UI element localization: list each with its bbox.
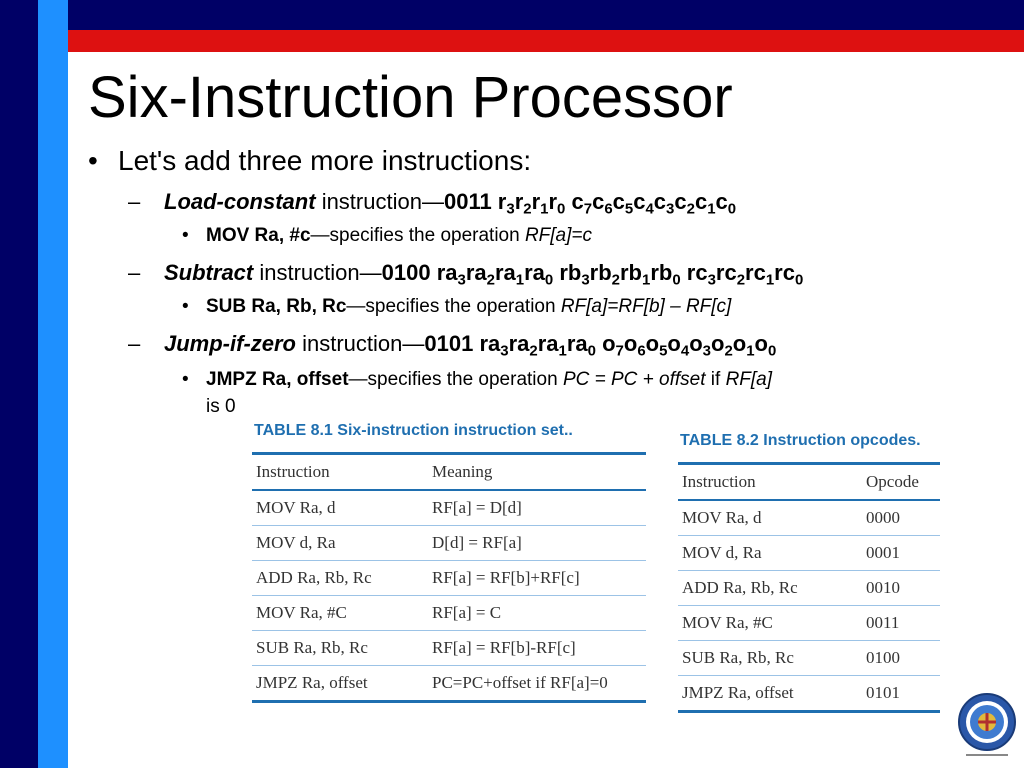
table-cell: 0011: [862, 606, 940, 641]
table-cell: D[d] = RF[a]: [428, 526, 646, 561]
instruction-name: Subtract: [164, 260, 254, 285]
university-seal-icon: [954, 692, 1020, 758]
table-cell: RF[a] = RF[b]+RF[c]: [428, 561, 646, 596]
table-cell: MOV Ra, d: [678, 500, 862, 536]
sub-bullet-marker: •: [182, 225, 189, 246]
instruction-encoding: 0011 $r_3r_2r_1r_0$ $c_7c_6c_5c_4c_3c_2c_1c_0$: [443, 189, 737, 218]
em-dash: —: [359, 260, 382, 285]
table-row: [678, 571, 940, 606]
table-row: [678, 500, 940, 536]
column-header: Instruction: [252, 454, 428, 491]
dash-marker: –: [128, 189, 141, 214]
table-cell: 0010: [862, 571, 940, 606]
top-navy-bar: [68, 0, 1024, 30]
table-cell: ADD Ra, Rb, Rc: [678, 571, 862, 606]
table1-caption: TABLE 8.1 Six-instruction instruction set..: [254, 422, 573, 439]
left-navy-bar: [0, 0, 38, 768]
table-cell: 0000: [862, 500, 940, 536]
table-cell: MOV Ra, #C: [678, 606, 862, 641]
detail-if: if: [705, 369, 726, 390]
table-row: [252, 596, 646, 631]
table-cell: RF[a] = D[d]: [428, 490, 646, 526]
detail-text: —specifies the operation: [348, 369, 563, 390]
table-cell: JMPZ Ra, offset: [252, 666, 428, 702]
dash-marker: –: [128, 260, 141, 285]
sub-bullet-marker: •: [182, 369, 189, 390]
detail-condition: RF[a]: [725, 369, 773, 390]
table-row: [678, 641, 940, 676]
sub-bullet-marker: •: [182, 296, 189, 317]
detail-operation: RF[a]=RF[b] – RF[c]: [560, 296, 732, 317]
instruction-encoding: 0101 $ra_3ra_2ra_1ra_0$ $o_7o_6o_5o_4o_3o_2o_1o_0$: [424, 331, 777, 360]
instruction-name: Jump-if-zero: [164, 331, 296, 356]
jmpz-detail: [182, 367, 772, 393]
detail-operation: RF[a]=c: [524, 225, 593, 246]
detail-command: MOV Ra, #c: [206, 225, 311, 246]
em-dash: —: [421, 189, 444, 214]
table-cell: 0101: [862, 676, 940, 712]
detail-command: JMPZ Ra, offset: [206, 369, 349, 390]
detail-command: SUB Ra, Rb, Rc: [206, 296, 347, 317]
table-row: [252, 666, 646, 702]
table-row: [678, 536, 940, 571]
column-header: Instruction: [678, 464, 862, 501]
detail-text: —specifies the operation: [346, 296, 561, 317]
sub-detail: [182, 294, 731, 320]
table-header-row: [678, 464, 940, 501]
table-header-row: [252, 454, 646, 491]
table-cell: SUB Ra, Rb, Rc: [678, 641, 862, 676]
table-cell: PC=PC+offset if RF[a]=0: [428, 666, 646, 702]
table-cell: RF[a] = RF[b]-RF[c]: [428, 631, 646, 666]
table-cell: MOV Ra, d: [252, 490, 428, 526]
column-header: Opcode: [862, 464, 940, 501]
table2-caption: TABLE 8.2 Instruction opcodes.: [680, 432, 921, 449]
table-row: [252, 561, 646, 596]
dash-marker: –: [128, 331, 141, 356]
table-cell: ADD Ra, Rb, Rc: [252, 561, 428, 596]
instruction-word: instruction: [321, 189, 422, 214]
table-cell: SUB Ra, Rb, Rc: [252, 631, 428, 666]
table-cell: MOV d, Ra: [252, 526, 428, 561]
top-red-bar: [68, 30, 1024, 52]
table-row: [252, 490, 646, 526]
table-row: [252, 631, 646, 666]
opcode-table: [678, 462, 940, 713]
table-cell: RF[a] = C: [428, 596, 646, 631]
instruction-word: instruction: [259, 260, 360, 285]
main-bullet-text: Let's add three more instructions:: [118, 145, 532, 176]
mov-constant-detail: [182, 223, 592, 249]
instruction-set-table: [252, 452, 646, 703]
column-header: Meaning: [428, 454, 646, 491]
instruction-word: instruction: [302, 331, 403, 356]
table-row: [678, 606, 940, 641]
table-row: [678, 676, 940, 712]
em-dash: —: [402, 331, 425, 356]
left-blue-bar: [38, 0, 68, 768]
main-bullet: [88, 142, 531, 180]
table-cell: MOV Ra, #C: [252, 596, 428, 631]
load-constant-line: [128, 187, 736, 217]
table-cell: 0100: [862, 641, 940, 676]
instruction-name: Load-constant: [164, 189, 316, 214]
table-cell: 0001: [862, 536, 940, 571]
table-cell: JMPZ Ra, offset: [678, 676, 862, 712]
bullet-marker: •: [88, 145, 98, 176]
subtract-line: [128, 258, 803, 288]
table-cell: MOV d, Ra: [678, 536, 862, 571]
jump-if-zero-line: [128, 329, 776, 359]
detail-operation: PC = PC + offset: [562, 369, 706, 390]
instruction-encoding: 0100 $ra_3ra_2ra_1ra_0$ $rb_3rb_2rb_1rb_0$ $rc_3rc_2rc_1rc_0$: [381, 260, 804, 289]
detail-text: —specifies the operation: [310, 225, 525, 246]
table-row: [252, 526, 646, 561]
jmpz-detail-continuation: is 0: [206, 396, 236, 417]
slide-title: Six-Instruction Processor: [88, 65, 733, 130]
